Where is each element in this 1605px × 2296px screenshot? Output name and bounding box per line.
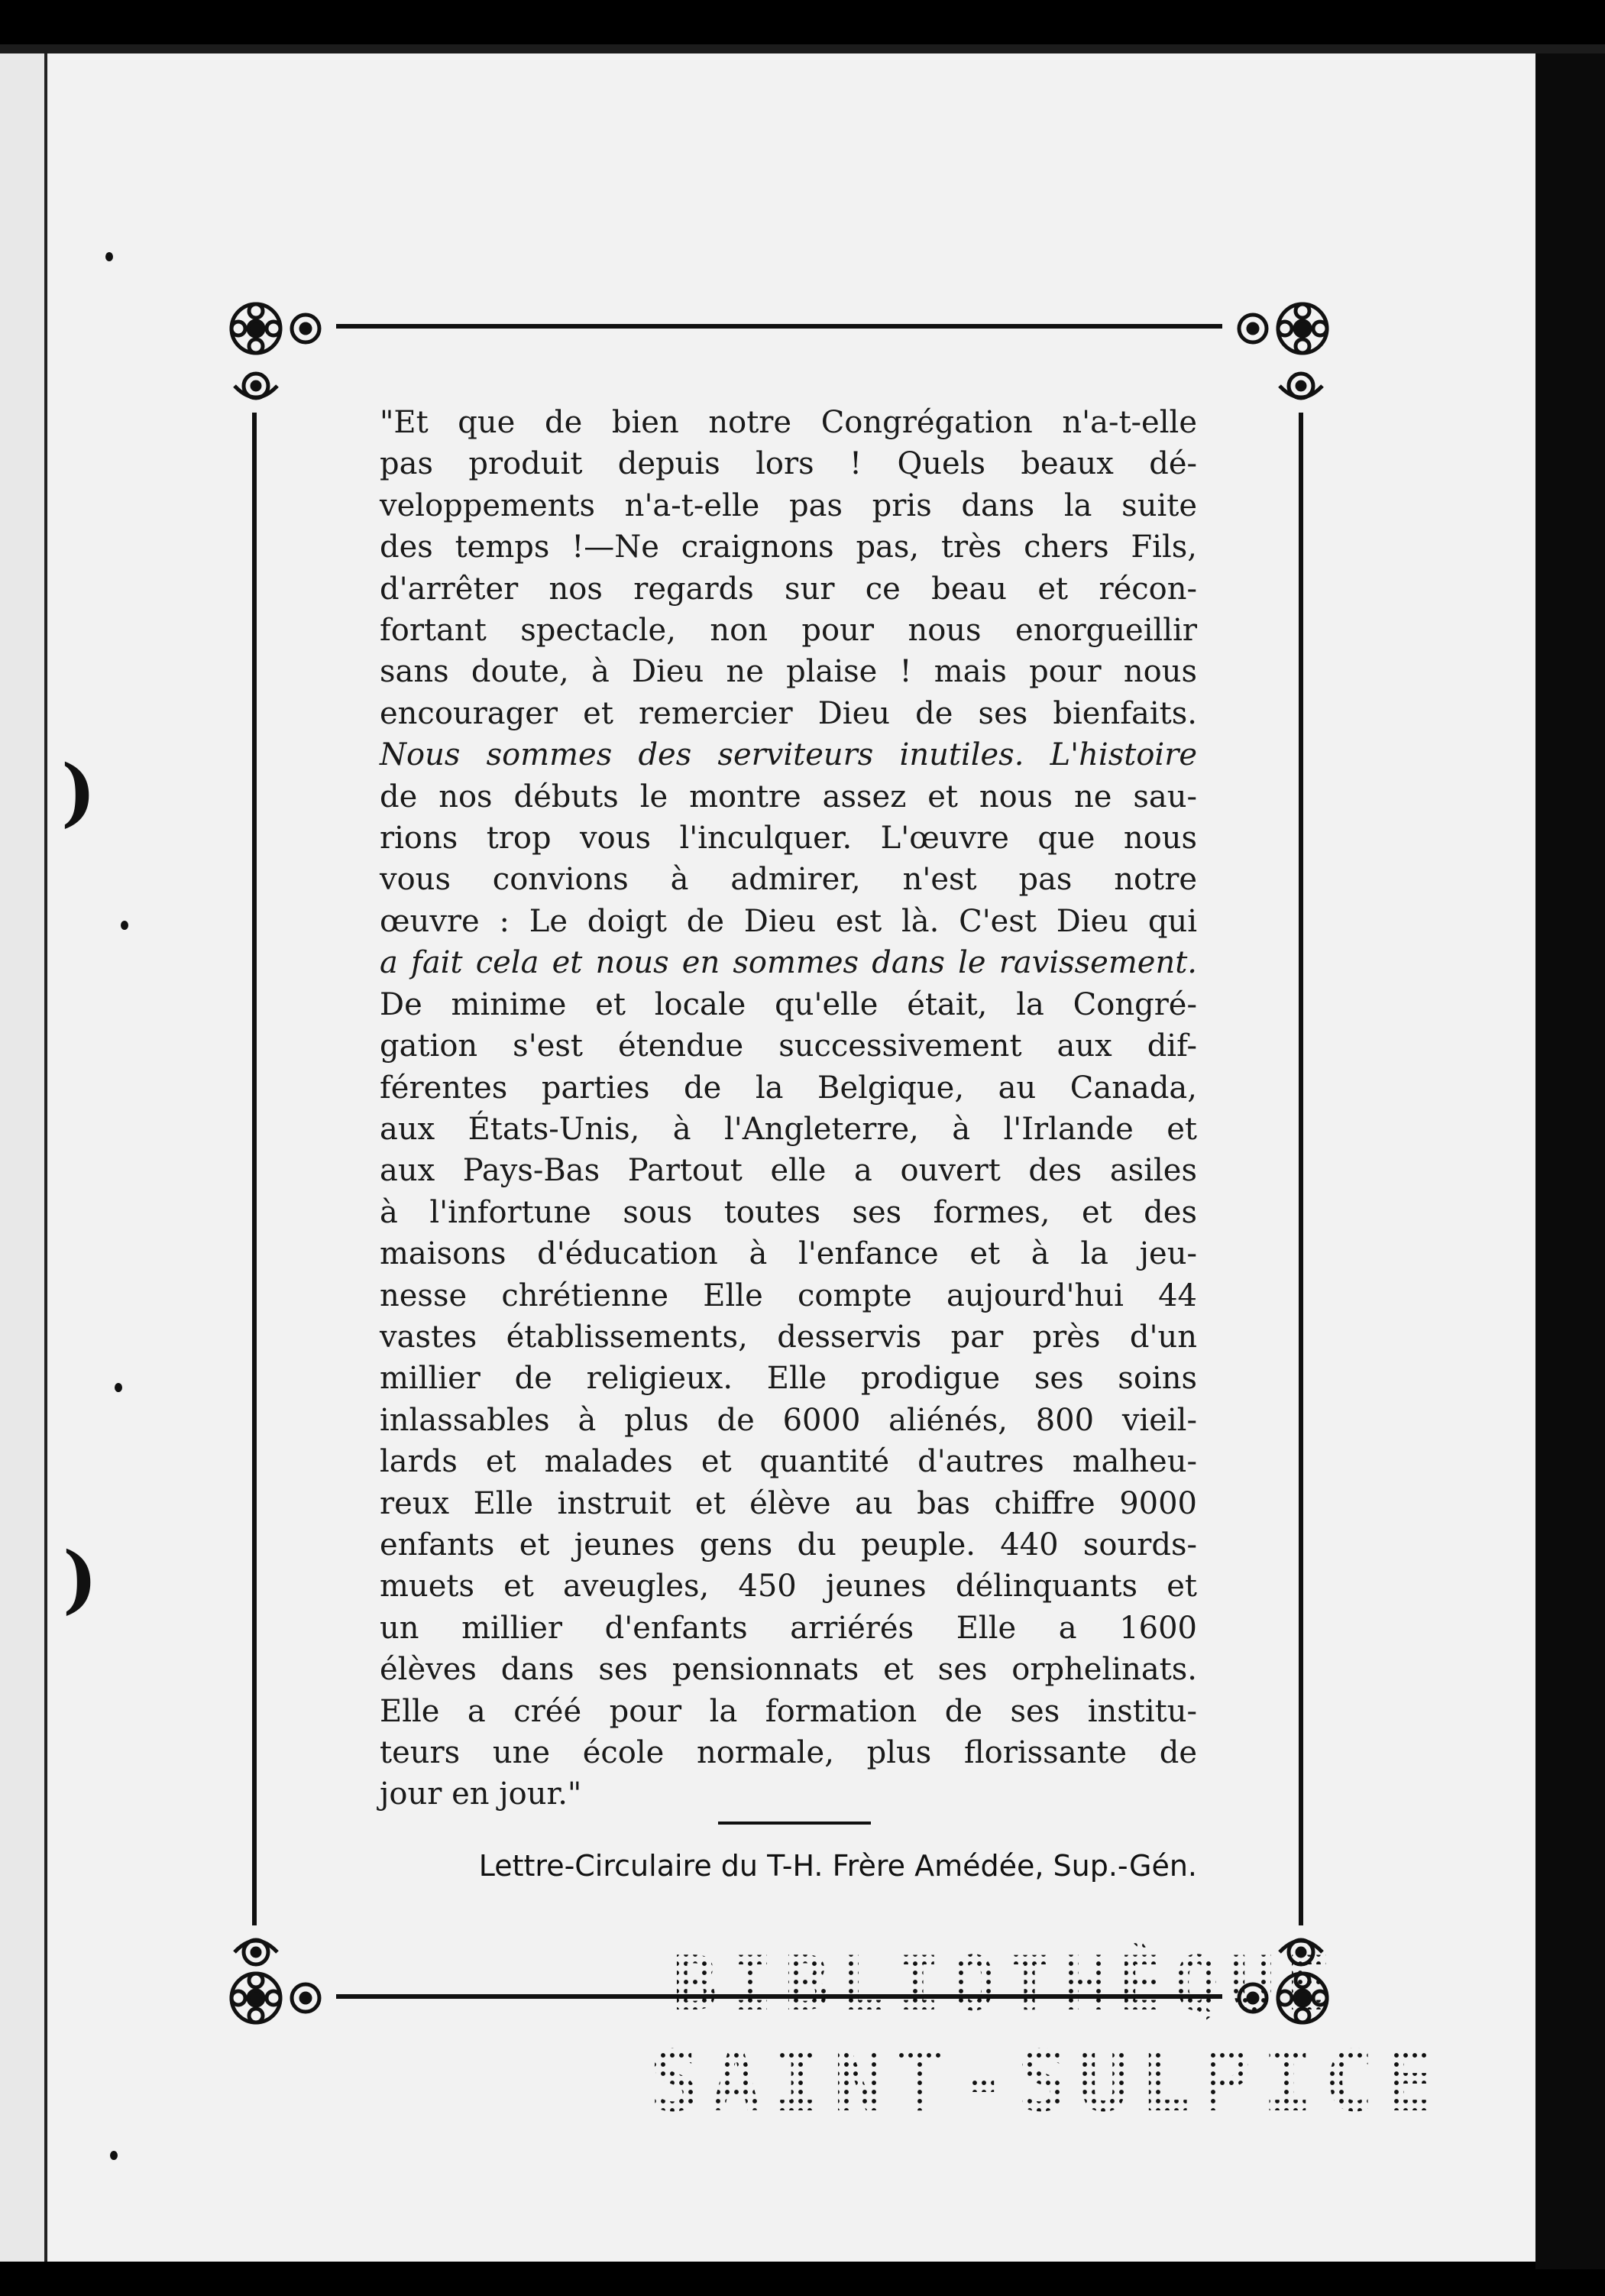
text-line: jour en jour." — [380, 1776, 582, 1812]
text-line: veloppements n'a-t-elle pas pris dans la suite — [380, 487, 1197, 523]
previous-page-sliver — [0, 53, 47, 2262]
margin-paren-mark: ) — [61, 749, 96, 835]
text-line: à l'infortune sous toutes ses formes, et des — [380, 1194, 1197, 1230]
top-left-rosette-icon — [222, 294, 336, 363]
text-line: pas produit depuis lors ! Quels beaux dé- — [380, 446, 1197, 482]
text-line: "Et que de bien notre Congrégation n'a-t-elle — [380, 405, 1197, 440]
margin-dot — [121, 921, 128, 930]
text-line: teurs une école normale, plus florissante de — [380, 1735, 1197, 1770]
text-line: fortant spectacle, non pour nous enorgueillir — [380, 613, 1197, 649]
text-line: inlassables à plus de 6000 aliénés, 800 vieil- — [380, 1402, 1197, 1438]
text-line: de nos débuts le montre assez et nous ne sau- — [380, 779, 1197, 814]
text-line: vastes établissements, desservis par près d'un — [380, 1319, 1197, 1355]
margin-dot — [110, 2151, 118, 2160]
text-line: Nous sommes des serviteurs inutiles. L'histoire — [380, 737, 1197, 773]
text-line: a fait cela et nous en sommes dans le ravissement. — [380, 945, 1197, 981]
text-line: vous convions à admirer, n'est pas notre — [380, 862, 1197, 898]
text-line: élèves dans ses pensionnats et ses orphelinats. — [380, 1652, 1197, 1688]
frame-right-rule — [1299, 413, 1303, 1925]
text-line: un millier d'enfants arriérés Elle a 1600 — [380, 1610, 1197, 1646]
text-line: maisons d'éducation à l'enfance et à la jeu- — [380, 1236, 1197, 1272]
text-line: rions trop vous l'inculquer. L'œuvre que nous — [380, 821, 1197, 857]
text-line: nesse chrétienne Elle compte aujourd'hui 44 — [380, 1278, 1197, 1313]
scan-right-edge — [1535, 53, 1605, 2269]
margin-paren-mark: ) — [63, 1536, 98, 1622]
text-line: muets et aveugles, 450 jeunes délinquants et — [380, 1569, 1197, 1605]
margin-dot — [105, 252, 113, 261]
bottom-left-rosette-icon — [222, 1964, 336, 2032]
text-line: reux Elle instruit et élève au bas chiffre 9000 — [380, 1485, 1197, 1521]
margin-dot — [115, 1383, 122, 1392]
text-line: aux États-Unis, à l'Angleterre, à l'Irlande et — [380, 1111, 1197, 1147]
text-line: gation s'est étendue successivement aux dif- — [380, 1028, 1197, 1064]
text-line: aux Pays-Bas Partout elle a ouvert des asiles — [380, 1153, 1197, 1189]
frame-left-rule — [252, 413, 257, 1925]
top-right-rosette-icon — [1222, 294, 1337, 363]
text-line: des temps !—Ne craignons pas, très chers Fils, — [380, 529, 1197, 565]
text-line: sans doute, à Dieu ne plaise ! mais pour nous — [380, 654, 1197, 690]
text-line: millier de religieux. Elle prodigue ses soins — [380, 1361, 1197, 1397]
text-line: férentes parties de la Belgique, au Canada, — [380, 1070, 1197, 1106]
text-line: enfants et jeunes gens du peuple. 440 sourds- — [380, 1527, 1197, 1563]
text-line: De minime et locale qu'elle était, la Congré- — [380, 986, 1197, 1022]
library-stamp-line-2: SAINT-SULPICE — [649, 2032, 1446, 2130]
text-line: d'arrêter nos regards sur ce beau et récon- — [380, 571, 1197, 607]
letter-body — [380, 402, 1197, 1815]
frame-top-rule — [336, 324, 1222, 329]
signature-separator-rule — [718, 1822, 871, 1825]
text-line: Elle a créé pour la formation de ses institu- — [380, 1693, 1197, 1729]
signature-line: Lettre-Circulaire du T-H. Frère Amédée, Sup.-Gén. — [478, 1849, 1197, 1883]
left-top-fleuron-icon — [225, 363, 286, 416]
text-line: œuvre : Le doigt de Dieu est là. C'est Dieu qui — [380, 903, 1197, 939]
text-line: encourager et remercier Dieu de ses bienfaits. — [380, 695, 1197, 731]
right-top-fleuron-icon — [1270, 363, 1332, 416]
text-line: lards et malades et quantité d'autres malheu- — [380, 1444, 1197, 1480]
library-stamp-line-1: BIBLIOTHÈQUE — [672, 1941, 1342, 2028]
